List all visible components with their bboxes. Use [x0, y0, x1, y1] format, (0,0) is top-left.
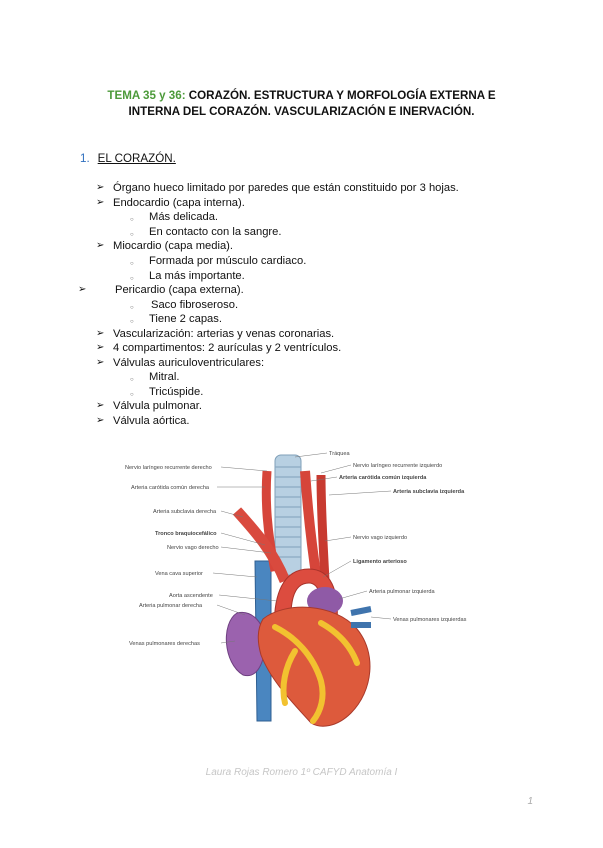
circle-bullet-icon: ○	[130, 276, 134, 282]
arrow-bullet-icon: ➢	[96, 400, 105, 411]
circle-bullet-icon: ○	[130, 319, 134, 325]
arrow-bullet-icon: ➢	[96, 342, 105, 353]
circle-bullet-icon: ○	[130, 377, 134, 383]
label-subclavia-izq: Arteria subclavia izquierda	[393, 489, 465, 495]
label-pulmonar-der: Arteria pulmonar derecha	[139, 603, 203, 609]
list-item: ➢ Pericardio (capa externa).	[78, 284, 244, 296]
list-item: ➢ Endocardio (capa interna).	[96, 197, 245, 209]
arrow-bullet-icon: ➢	[96, 415, 105, 426]
left-carotid-shape	[305, 471, 317, 581]
arrow-bullet-icon: ➢	[96, 357, 105, 368]
arrow-bullet-icon: ➢	[96, 328, 105, 339]
heart-illustration	[125, 441, 480, 729]
circle-bullet-icon: ○	[130, 232, 134, 238]
document-title	[60, 88, 543, 120]
arrow-bullet-icon: ➢	[96, 197, 105, 208]
page-footer: Laura Rojas Romero 1º CAFYD Anatomía I	[205, 767, 398, 778]
list-subitem: ○ Mitral.	[130, 370, 179, 384]
section-number: 1.	[80, 152, 90, 165]
label-ligamento: Ligamento arterioso	[353, 559, 407, 565]
label-cava: Vena cava superior	[155, 571, 203, 577]
list-item: ➢ Miocardio (capa media).	[96, 240, 234, 252]
circle-bullet-icon: ○	[130, 217, 134, 223]
left-pulmonary-veins-shape	[351, 609, 371, 625]
page-number: 1	[527, 796, 533, 807]
section-title: EL CORAZÓN.	[97, 152, 176, 165]
label-traquea: Tráquea	[329, 451, 350, 457]
list-item: ➢ Válvula aórtica.	[96, 415, 190, 427]
label-carotida-izq: Arteria carótida común izquierda	[339, 475, 427, 481]
label-venas-der: Venas pulmonares derechas	[129, 641, 200, 647]
label-laringeo-der: Nervio laríngeo recurrente derecho	[125, 465, 212, 471]
list-subitem: ○ Saco fibroseroso.	[130, 298, 238, 312]
label-vago-der: Nervio vago derecho	[167, 545, 219, 551]
left-subclavian-shape	[321, 475, 325, 581]
list-subitem: ○ Más delicada.	[130, 210, 218, 224]
heart-anatomy-figure	[125, 441, 480, 729]
list-item: ➢ Válvulas auriculoventriculares:	[96, 357, 265, 369]
title-line1: CORAZÓN. ESTRUCTURA Y MORFOLOGÍA EXTERNA E	[185, 89, 496, 102]
arrow-bullet-icon: ➢	[78, 284, 87, 295]
list-subitem: ○ La más importante.	[130, 269, 245, 283]
circle-bullet-icon: ○	[130, 261, 134, 267]
arrow-bullet-icon: ➢	[96, 240, 105, 251]
label-laringeo-izq: Nervio laríngeo recurrente izquierdo	[353, 463, 443, 469]
list-item: ➢ Válvula pulmonar.	[96, 400, 202, 412]
label-carotida-der: Arteria carótida común derecha	[131, 485, 210, 491]
section-heading	[80, 152, 176, 165]
title-topic: TEMA 35 y 36:	[107, 89, 186, 102]
label-vago-izq: Nervio vago izquierdo	[353, 535, 408, 541]
circle-bullet-icon: ○	[130, 392, 134, 398]
list-subitem: ○ Tiene 2 capas.	[130, 312, 222, 326]
list-subitem: ○ En contacto con la sangre.	[130, 225, 281, 239]
list-subitem: ○ Tricúspide.	[130, 385, 203, 399]
circle-bullet-icon: ○	[130, 305, 134, 311]
label-tronco: Tronco braquiocefálico	[155, 531, 217, 537]
label-subclavia-der: Arteria subclavia derecha	[153, 509, 217, 515]
list-item: ➢ Órgano hueco limitado por paredes que están constituido por 3 hojas.	[96, 182, 459, 194]
label-aorta: Aorta ascendente	[169, 593, 213, 599]
list-item: ➢ 4 compartimentos: 2 aurículas y 2 ventrículos.	[96, 342, 342, 354]
list-item: ➢ Vascularización: arterias y venas coronarias.	[96, 328, 335, 340]
title-line2: INTERNA DEL CORAZÓN. VASCULARIZACIÓN E INERVACIÓN.	[128, 105, 475, 118]
arrow-bullet-icon: ➢	[96, 182, 105, 193]
label-pulmonar-izq: Arteria pulmonar izquierda	[369, 589, 435, 595]
label-venas-izq: Venas pulmonares izquierdas	[393, 617, 467, 623]
list-subitem: ○ Formada por músculo cardiaco.	[130, 254, 306, 268]
